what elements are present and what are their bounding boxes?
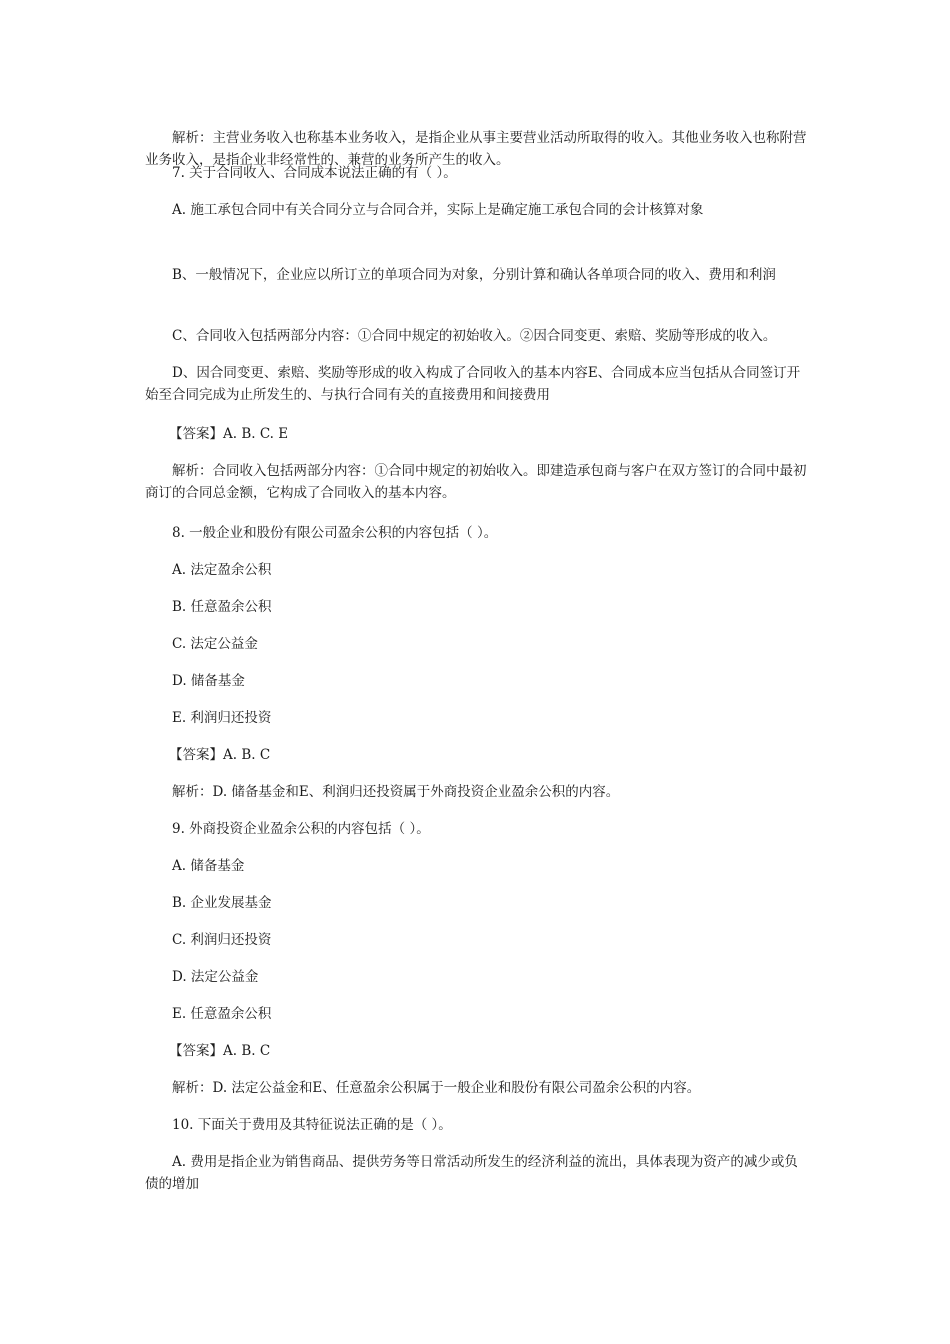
analysis-7: 解析：合同收入包括两部分内容：①合同中规定的初始收入。即建造承包商与客户在双方签订的合同中最初商订的合同总金额，它构成了合同收入的基本内容。 [145, 463, 807, 501]
option-7d: D、因合同变更、索赔、奖励等形成的收入构成了合同收入的基本内容E、合同成本应当包括从合同签订开始至合同完成为止所发生的、与执行合同有关的直接费用和间接费用 [145, 365, 801, 403]
option-8c: C. 法定公益金 [172, 636, 258, 652]
answer-8: 【答案】A. B. C [169, 747, 271, 763]
question-8: 8. 一般企业和股份有限公司盈余公积的内容包括（ ）。 [172, 525, 498, 541]
option-8d: D. 储备基金 [172, 673, 245, 689]
question-7: 7. 关于合同收入、合同成本说法正确的有（ ）。 [172, 165, 457, 181]
option-7a: A. 施工承包合同中有关合同分立与合同合并，实际上是确定施工承包合同的会计核算对象 [172, 202, 704, 218]
option-9d: D. 法定公益金 [172, 969, 259, 985]
question-10: 10. 下面关于费用及其特征说法正确的是（ ）。 [172, 1117, 452, 1133]
answer-9: 【答案】A. B. C [169, 1043, 271, 1059]
analysis-paragraph: 解析：主营业务收入也称基本业务收入，是指企业从事主要营业活动所取得的收入。其他业务收入也称附营业务收入，是指企业非经常性的、兼营的业务所产生的收入。 [145, 130, 807, 168]
question-9: 9. 外商投资企业盈余公积的内容包括（ ）。 [172, 821, 430, 837]
option-9a: A. 储备基金 [172, 858, 245, 874]
option-8a: A. 法定盈余公积 [172, 562, 272, 578]
option-7c: C、合同收入包括两部分内容：①合同中规定的初始收入。②因合同变更、索赔、奖励等形成的收入。 [172, 328, 777, 344]
analysis-9: 解析：D. 法定公益金和E、任意盈余公积属于一般企业和股份有限公司盈余公积的内容。 [172, 1080, 701, 1096]
option-10a: A. 费用是指企业为销售商品、提供劳务等日常活动所发生的经济利益的流出，具体表现为资产的减少或负债的增加 [145, 1154, 798, 1192]
option-7b: B、一般情况下，企业应以所订立的单项合同为对象，分别计算和确认各单项合同的收入、费用和利润 [172, 267, 776, 283]
option-8b: B. 任意盈余公积 [172, 599, 272, 615]
option-8e: E. 利润归还投资 [172, 710, 272, 726]
option-9e: E. 任意盈余公积 [172, 1006, 272, 1022]
analysis-8: 解析：D. 储备基金和E、利润归还投资属于外商投资企业盈余公积的内容。 [172, 784, 620, 800]
answer-7: 【答案】A. B. C. E [169, 426, 289, 442]
option-9b: B. 企业发展基金 [172, 895, 272, 911]
option-9c: C. 利润归还投资 [172, 932, 272, 948]
